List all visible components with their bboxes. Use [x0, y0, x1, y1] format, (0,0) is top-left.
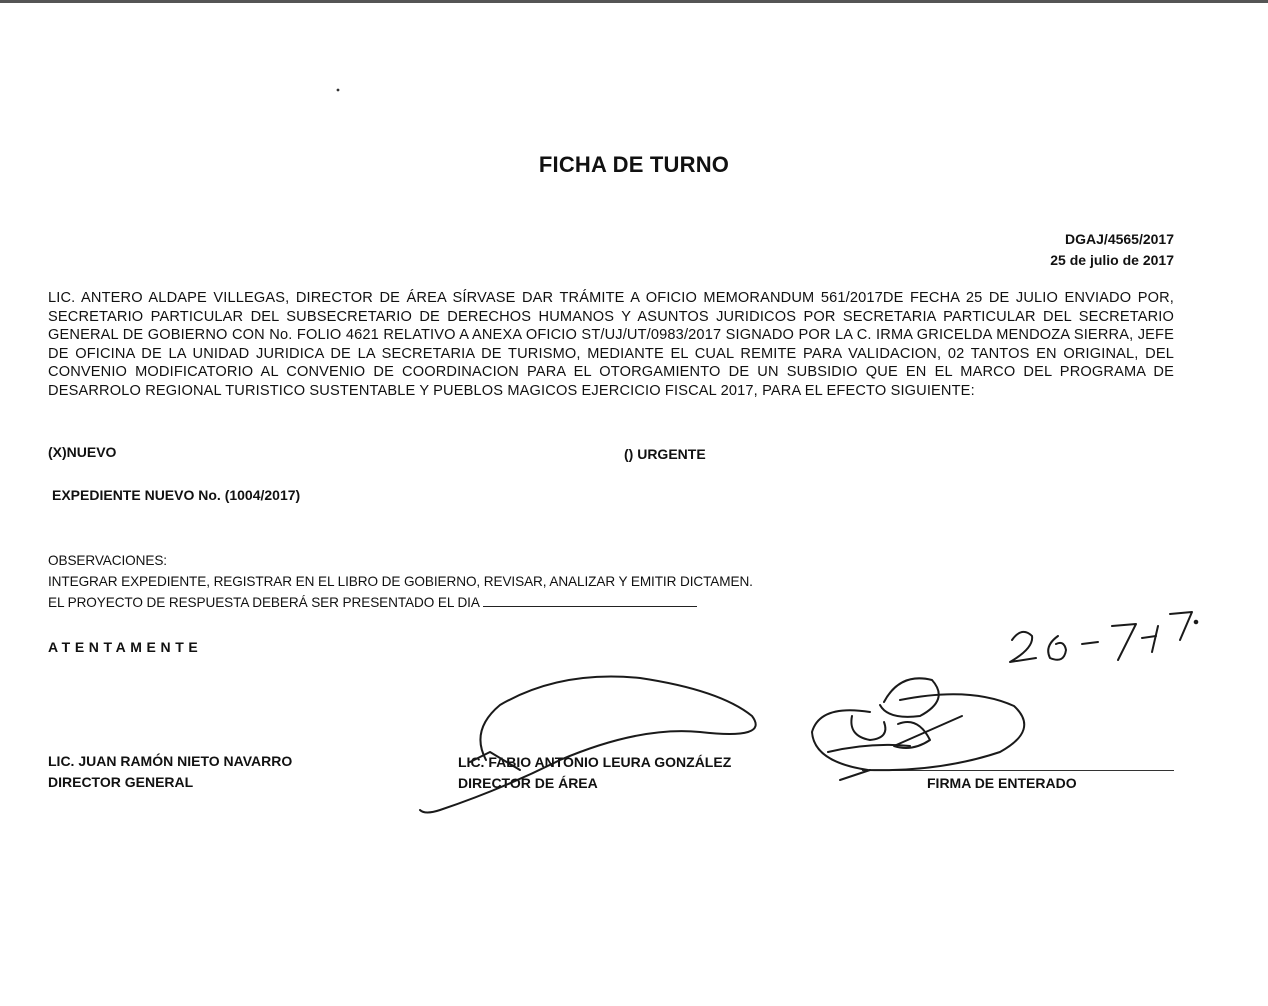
- observaciones-block: [48, 550, 753, 613]
- observaciones-line-2: [48, 592, 753, 613]
- scan-top-edge: [0, 0, 1268, 3]
- date-blank-line: [483, 594, 697, 607]
- signer-1-name: LIC. JUAN RAMÓN NIETO NAVARRO: [48, 753, 293, 769]
- reference-number: DGAJ/4565/2017: [1065, 231, 1174, 247]
- signature-scribble-2: [812, 678, 1024, 780]
- firma-de-enterado-label: FIRMA DE ENTERADO: [927, 775, 1077, 791]
- option-nuevo: (X)NUEVO: [48, 444, 117, 460]
- document-date: 25 de julio de 2017: [1050, 252, 1174, 268]
- option-urgente: () URGENTE: [624, 446, 706, 462]
- signer-2-title: DIRECTOR DE ÁREA: [458, 775, 598, 791]
- signer-1-title: DIRECTOR GENERAL: [48, 774, 194, 790]
- handwritten-date: [1010, 612, 1197, 662]
- observaciones-line-1: INTEGRAR EXPEDIENTE, REGISTRAR EN EL LIBRO DE GOBIERNO, REVISAR, ANALIZAR Y EMITIR DICTAMEN.: [48, 574, 753, 589]
- reference-block: [1050, 229, 1174, 271]
- signer-2: [458, 752, 731, 794]
- observaciones-label: OBSERVACIONES:: [48, 553, 167, 568]
- scan-speck: [337, 89, 340, 92]
- signer-1: [48, 751, 292, 793]
- expediente-number: EXPEDIENTE NUEVO No. (1004/2017): [52, 487, 301, 503]
- document-title: FICHA DE TURNO: [538, 152, 730, 177]
- observaciones-line-2-text: EL PROYECTO DE RESPUESTA DEBERÁ SER PRESENTADO EL DIA: [48, 595, 480, 610]
- signer-2-name: LIC. FABIO ANTONIO LEURA GONZÁLEZ: [458, 754, 732, 770]
- body-paragraph: LIC. ANTERO ALDAPE VILLEGAS, DIRECTOR DE ÁREA SÍRVASE DAR TRÁMITE A OFICIO MEMORANDUM 561/2017DE FECHA 25 DE JULIO ENVIADO POR, SECRETARIO PARTICULAR DEL SUBSECRETARIO DE DERECHOS HUMANOS Y ASUNTOS JURIDICOS POR SECRETARIA PARTICULAR DEL SECRETARIO GENERAL DE GOBIERNO CON No. FOLIO 4621 RELATIVO A ANEXA OFICIO ST/UJ/UT/0983/2017 SIGNADO POR LA C. IRMA GRICELDA MENDOZA SIERRA, JEFE DE OFICINA DE LA UNIDAD JURIDICA DE LA SECRETARIA DE TURISMO, MEDIANTE EL CUAL REMITE PARA VALIDACION, 02 TANTOS EN ORIGINAL, DEL CONVENIO MODIFICATORIO AL CONVENIO DE COORDINACION PARA EL OTORGAMIENTO DE UN SUBSIDIO QUE EN EL MARCO DEL PROGRAMA DE DESARROLO REGIONAL TURISTICO SUSTENTABLE Y PUEBLOS MAGICOS EJERCICIO FISCAL 2017, PARA EL EFECTO SIGUIENTE:: [48, 290, 1174, 399]
- closing-atentamente: ATENTAMENTE: [48, 639, 203, 655]
- firma-signature-line: [862, 770, 1174, 771]
